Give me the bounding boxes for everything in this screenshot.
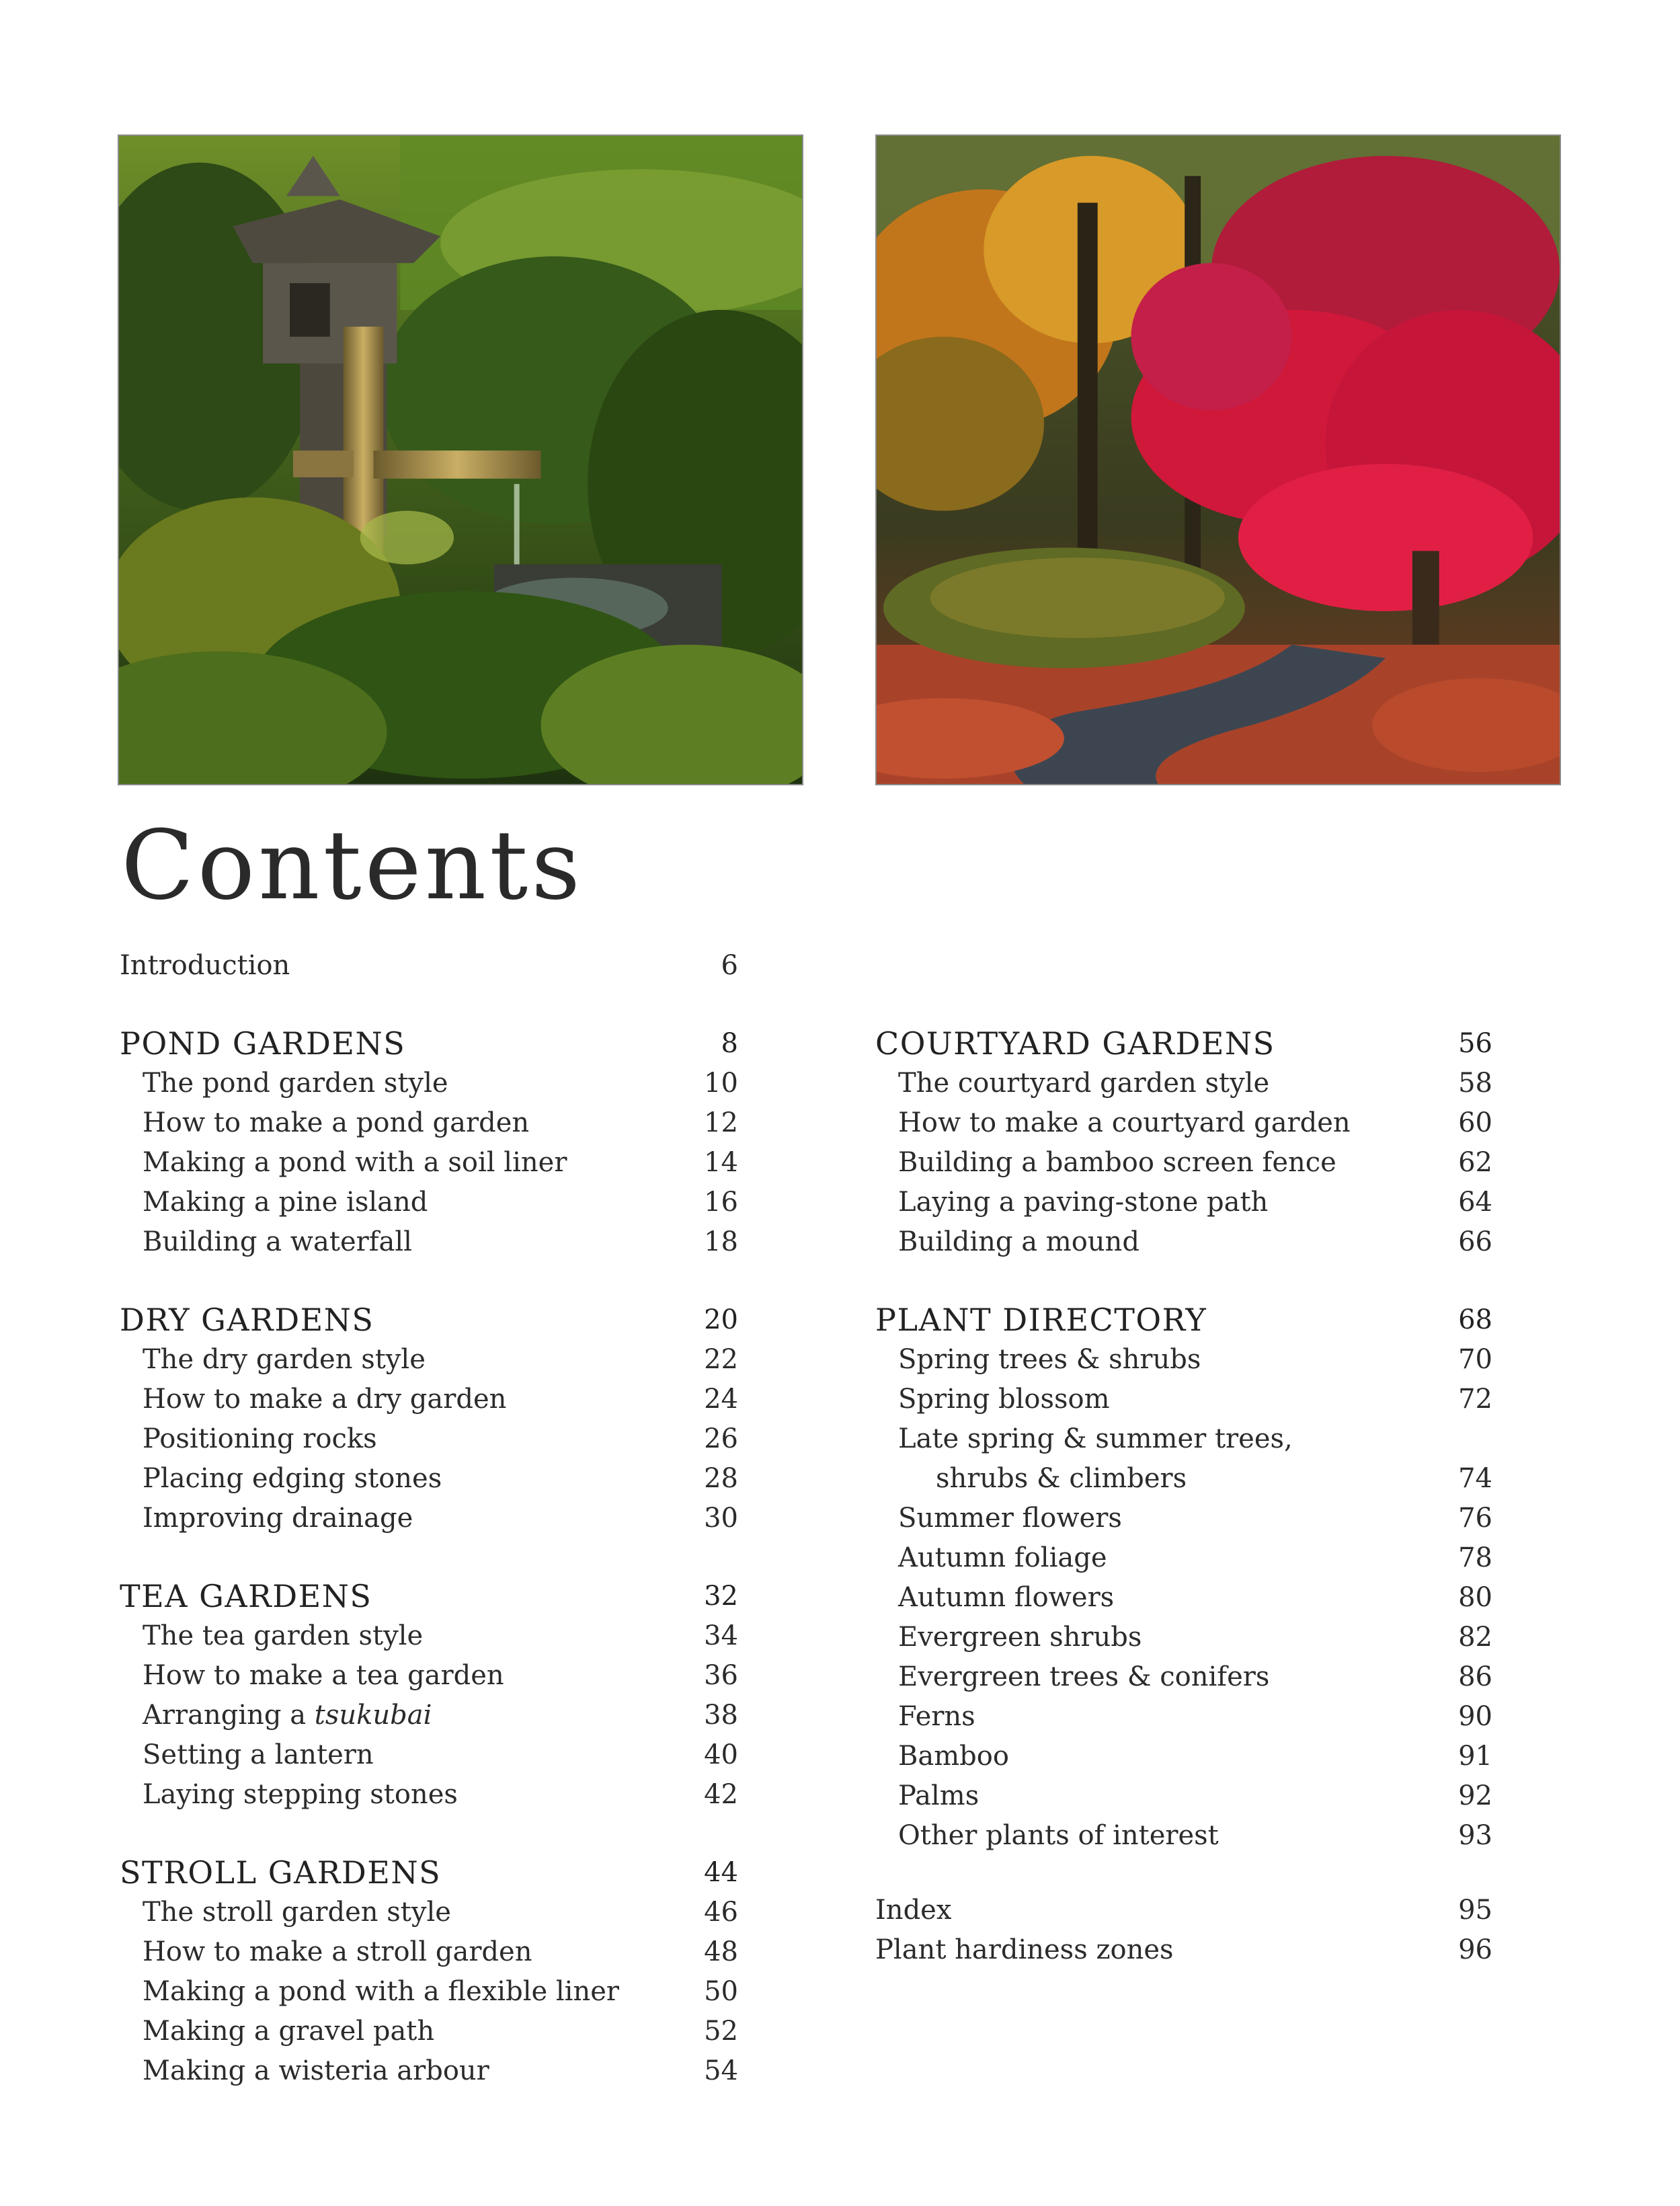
toc-page-number: 82 — [1458, 1622, 1492, 1653]
toc-entry[interactable] — [875, 1143, 1492, 1183]
toc-page-number: 44 — [704, 1857, 738, 1888]
toc-entry[interactable] — [120, 1499, 738, 1538]
toc-page-number: 40 — [704, 1739, 738, 1770]
toc-entry[interactable] — [875, 1183, 1492, 1222]
toc-entry-label: Summer flowers — [898, 1503, 1122, 1534]
toc-entry-label: Making a gravel path — [143, 2016, 435, 2047]
toc-page-number: 52 — [704, 2016, 738, 2047]
toc-page-number: 18 — [704, 1226, 738, 1257]
toc-page-number: 6 — [721, 950, 738, 981]
section-heading-courtyard-gardens[interactable] — [875, 1024, 1492, 1064]
page-title: Contents — [121, 810, 584, 921]
toc-entry[interactable] — [120, 1775, 738, 1815]
toc-entry[interactable] — [120, 2051, 738, 2091]
toc-page-number: 20 — [704, 1304, 738, 1335]
section-heading-stroll-gardens[interactable] — [120, 1853, 738, 1893]
toc-entry-label: Plant hardiness zones — [875, 1934, 1174, 1965]
toc-entry-label — [143, 1696, 432, 1735]
toc-entry-label: Improving drainage — [143, 1503, 413, 1534]
toc-entry-label: Laying a paving-stone path — [898, 1187, 1269, 1218]
toc-entry-label: Introduction — [120, 950, 290, 981]
section-heading-dry-gardens[interactable] — [120, 1300, 738, 1340]
toc-page-number: 70 — [1458, 1344, 1492, 1375]
toc-page-number: 60 — [1458, 1107, 1492, 1138]
toc-page-number: 24 — [704, 1384, 738, 1415]
toc-page-number: 38 — [704, 1700, 738, 1731]
section-title: STROLL GARDENS — [120, 1854, 442, 1891]
toc-entry-label: The tea garden style — [143, 1620, 424, 1651]
toc-entry[interactable] — [120, 1103, 738, 1143]
toc-page-number: 54 — [704, 2055, 738, 2086]
toc-entry[interactable] — [875, 1419, 1492, 1459]
toc-page-number: 80 — [1458, 1582, 1492, 1613]
toc-page-number: 50 — [704, 1976, 738, 2007]
toc-page-number: 76 — [1458, 1503, 1492, 1534]
toc-entry[interactable] — [875, 1538, 1492, 1578]
toc-entry-label: Bamboo — [898, 1741, 1009, 1772]
toc-entry-label: Making a pine island — [143, 1187, 428, 1218]
toc-entry-label: Autumn foliage — [898, 1542, 1107, 1573]
toc-entry[interactable] — [875, 1776, 1492, 1816]
toc-entry-label: The pond garden style — [143, 1068, 448, 1099]
toc-entry[interactable] — [120, 1222, 738, 1262]
toc-page-number: 36 — [704, 1660, 738, 1691]
toc-entry[interactable] — [120, 1143, 738, 1183]
photo-stone-lantern-bamboo-spout — [118, 134, 803, 785]
toc-entry[interactable] — [120, 1735, 738, 1775]
toc-page-number: 93 — [1458, 1820, 1492, 1851]
section-title: TEA GARDENS — [120, 1578, 372, 1614]
toc-entry[interactable] — [120, 1459, 738, 1499]
toc-page-number: 86 — [1458, 1661, 1492, 1692]
toc-entry[interactable] — [875, 1578, 1492, 1618]
toc-page-number: 72 — [1458, 1384, 1492, 1415]
toc-page-number: 34 — [704, 1620, 738, 1651]
toc-page-number: 90 — [1458, 1701, 1492, 1732]
section-heading-plant-directory[interactable] — [875, 1300, 1492, 1340]
section-title: PLANT DIRECTORY — [875, 1302, 1207, 1338]
toc-page-number: 68 — [1458, 1304, 1492, 1335]
toc-entry-label: Positioning rocks — [143, 1423, 377, 1454]
toc-entry-label: shrubs & climbers — [936, 1463, 1187, 1494]
toc-entry[interactable] — [875, 1618, 1492, 1657]
toc-entry-label: The courtyard garden style — [898, 1068, 1270, 1099]
toc-entry[interactable] — [875, 1459, 1492, 1499]
toc-entry-index[interactable] — [875, 1891, 1492, 1930]
toc-page-number: 42 — [704, 1779, 738, 1810]
toc-entry-label: Building a waterfall — [143, 1226, 412, 1257]
toc-page-number: 8 — [721, 1028, 738, 1059]
toc-page-number: 58 — [1458, 1068, 1492, 1099]
toc-entry[interactable] — [875, 1697, 1492, 1737]
section-heading-tea-gardens[interactable] — [120, 1577, 738, 1616]
toc-entry[interactable] — [120, 1932, 738, 1972]
toc-page-number: 28 — [704, 1463, 738, 1494]
toc-entry-label: Spring blossom — [898, 1384, 1110, 1415]
toc-entry-label: Building a bamboo screen fence — [898, 1147, 1336, 1178]
toc-page-number: 95 — [1458, 1895, 1492, 1926]
toc-page-number: 64 — [1458, 1187, 1492, 1218]
toc-entry-label: Ferns — [898, 1701, 975, 1732]
toc-entry[interactable] — [875, 1340, 1492, 1380]
toc-entry-label: Late spring & summer trees, — [898, 1423, 1293, 1454]
toc-entry[interactable] — [875, 1657, 1492, 1697]
toc-entry[interactable] — [120, 1380, 738, 1419]
toc-entry-label: Placing edging stones — [143, 1463, 442, 1494]
toc-entry-label: Index — [875, 1895, 952, 1926]
toc-entry-label: Other plants of interest — [898, 1820, 1219, 1851]
toc-entry-label: Evergreen trees & conifers — [898, 1661, 1270, 1692]
toc-page-number: 10 — [704, 1068, 738, 1099]
toc-entry-label: The dry garden style — [143, 1344, 426, 1375]
toc-entry-label: Autumn flowers — [898, 1582, 1115, 1613]
toc-entry-label: Evergreen shrubs — [898, 1622, 1142, 1653]
toc-entry-label: How to make a dry garden — [143, 1384, 507, 1415]
toc-entry-label: Laying stepping stones — [143, 1779, 458, 1810]
toc-page-number: 12 — [704, 1107, 738, 1138]
toc-entry[interactable] — [875, 1222, 1492, 1262]
toc-page-number: 74 — [1458, 1463, 1492, 1494]
toc-entry[interactable] — [875, 1737, 1492, 1776]
toc-entry-label: How to make a tea garden — [143, 1660, 504, 1691]
toc-entry[interactable] — [120, 1616, 738, 1656]
toc-entry[interactable] — [875, 1064, 1492, 1103]
toc-entry-label: How to make a pond garden — [143, 1107, 530, 1138]
toc-entry[interactable] — [120, 1064, 738, 1103]
contents-left-column — [120, 946, 738, 2091]
toc-entry-label-italic: tsukubai — [314, 1700, 432, 1731]
toc-entry-label: Making a wisteria arbour — [143, 2055, 489, 2086]
section-title: DRY GARDENS — [120, 1302, 374, 1338]
toc-page-number: 92 — [1458, 1780, 1492, 1811]
toc-page-number: 78 — [1458, 1542, 1492, 1573]
toc-entry-label: Building a mound — [898, 1226, 1139, 1257]
toc-entry-label: Making a pond with a soil liner — [143, 1147, 567, 1178]
toc-entry-plant-hardiness-zones[interactable] — [875, 1930, 1492, 1970]
toc-entry[interactable] — [120, 1183, 738, 1222]
toc-page-number: 32 — [704, 1581, 738, 1612]
toc-entry-label: Setting a lantern — [143, 1739, 374, 1770]
toc-page-number: 30 — [704, 1503, 738, 1534]
section-title: POND GARDENS — [120, 1025, 406, 1062]
toc-page-number: 56 — [1458, 1028, 1492, 1059]
toc-entry[interactable] — [120, 1656, 738, 1696]
toc-entry-label-text: Arranging a — [143, 1700, 315, 1731]
toc-entry[interactable] — [120, 2012, 738, 2051]
toc-page-number: 16 — [704, 1187, 738, 1218]
toc-entry-label: How to make a courtyard garden — [898, 1107, 1351, 1138]
toc-page-number: 26 — [704, 1423, 738, 1454]
toc-entry-label: Spring trees & shrubs — [898, 1344, 1201, 1375]
toc-page-number: 14 — [704, 1147, 738, 1178]
section-heading-pond-gardens[interactable] — [120, 1024, 738, 1064]
toc-entry-label: Palms — [898, 1780, 979, 1811]
toc-page-number: 62 — [1458, 1147, 1492, 1178]
toc-page-number: 46 — [704, 1897, 738, 1928]
contents-right-column — [875, 1024, 1492, 1970]
toc-entry[interactable] — [875, 1816, 1492, 1856]
toc-entry[interactable] — [875, 1380, 1492, 1419]
toc-entry-label: Making a pond with a flexible liner — [143, 1976, 620, 2007]
section-title: COURTYARD GARDENS — [875, 1025, 1275, 1062]
toc-page-number: 66 — [1458, 1226, 1492, 1257]
toc-entry-introduction[interactable] — [120, 946, 738, 986]
toc-entry[interactable] — [120, 1340, 738, 1380]
toc-entry[interactable] — [120, 1972, 738, 2012]
toc-entry[interactable] — [120, 1893, 738, 1932]
toc-entry-label: The stroll garden style — [143, 1897, 451, 1928]
toc-page-number: 91 — [1458, 1741, 1492, 1772]
toc-entry[interactable] — [875, 1103, 1492, 1143]
toc-entry[interactable] — [120, 1696, 738, 1735]
photo-autumn-maple — [875, 134, 1561, 785]
toc-page-number: 22 — [704, 1344, 738, 1375]
toc-page-number: 48 — [704, 1936, 738, 1967]
toc-page-number: 96 — [1458, 1934, 1492, 1965]
toc-entry[interactable] — [875, 1499, 1492, 1538]
toc-entry[interactable] — [120, 1419, 738, 1459]
toc-entry-label: How to make a stroll garden — [143, 1936, 532, 1967]
